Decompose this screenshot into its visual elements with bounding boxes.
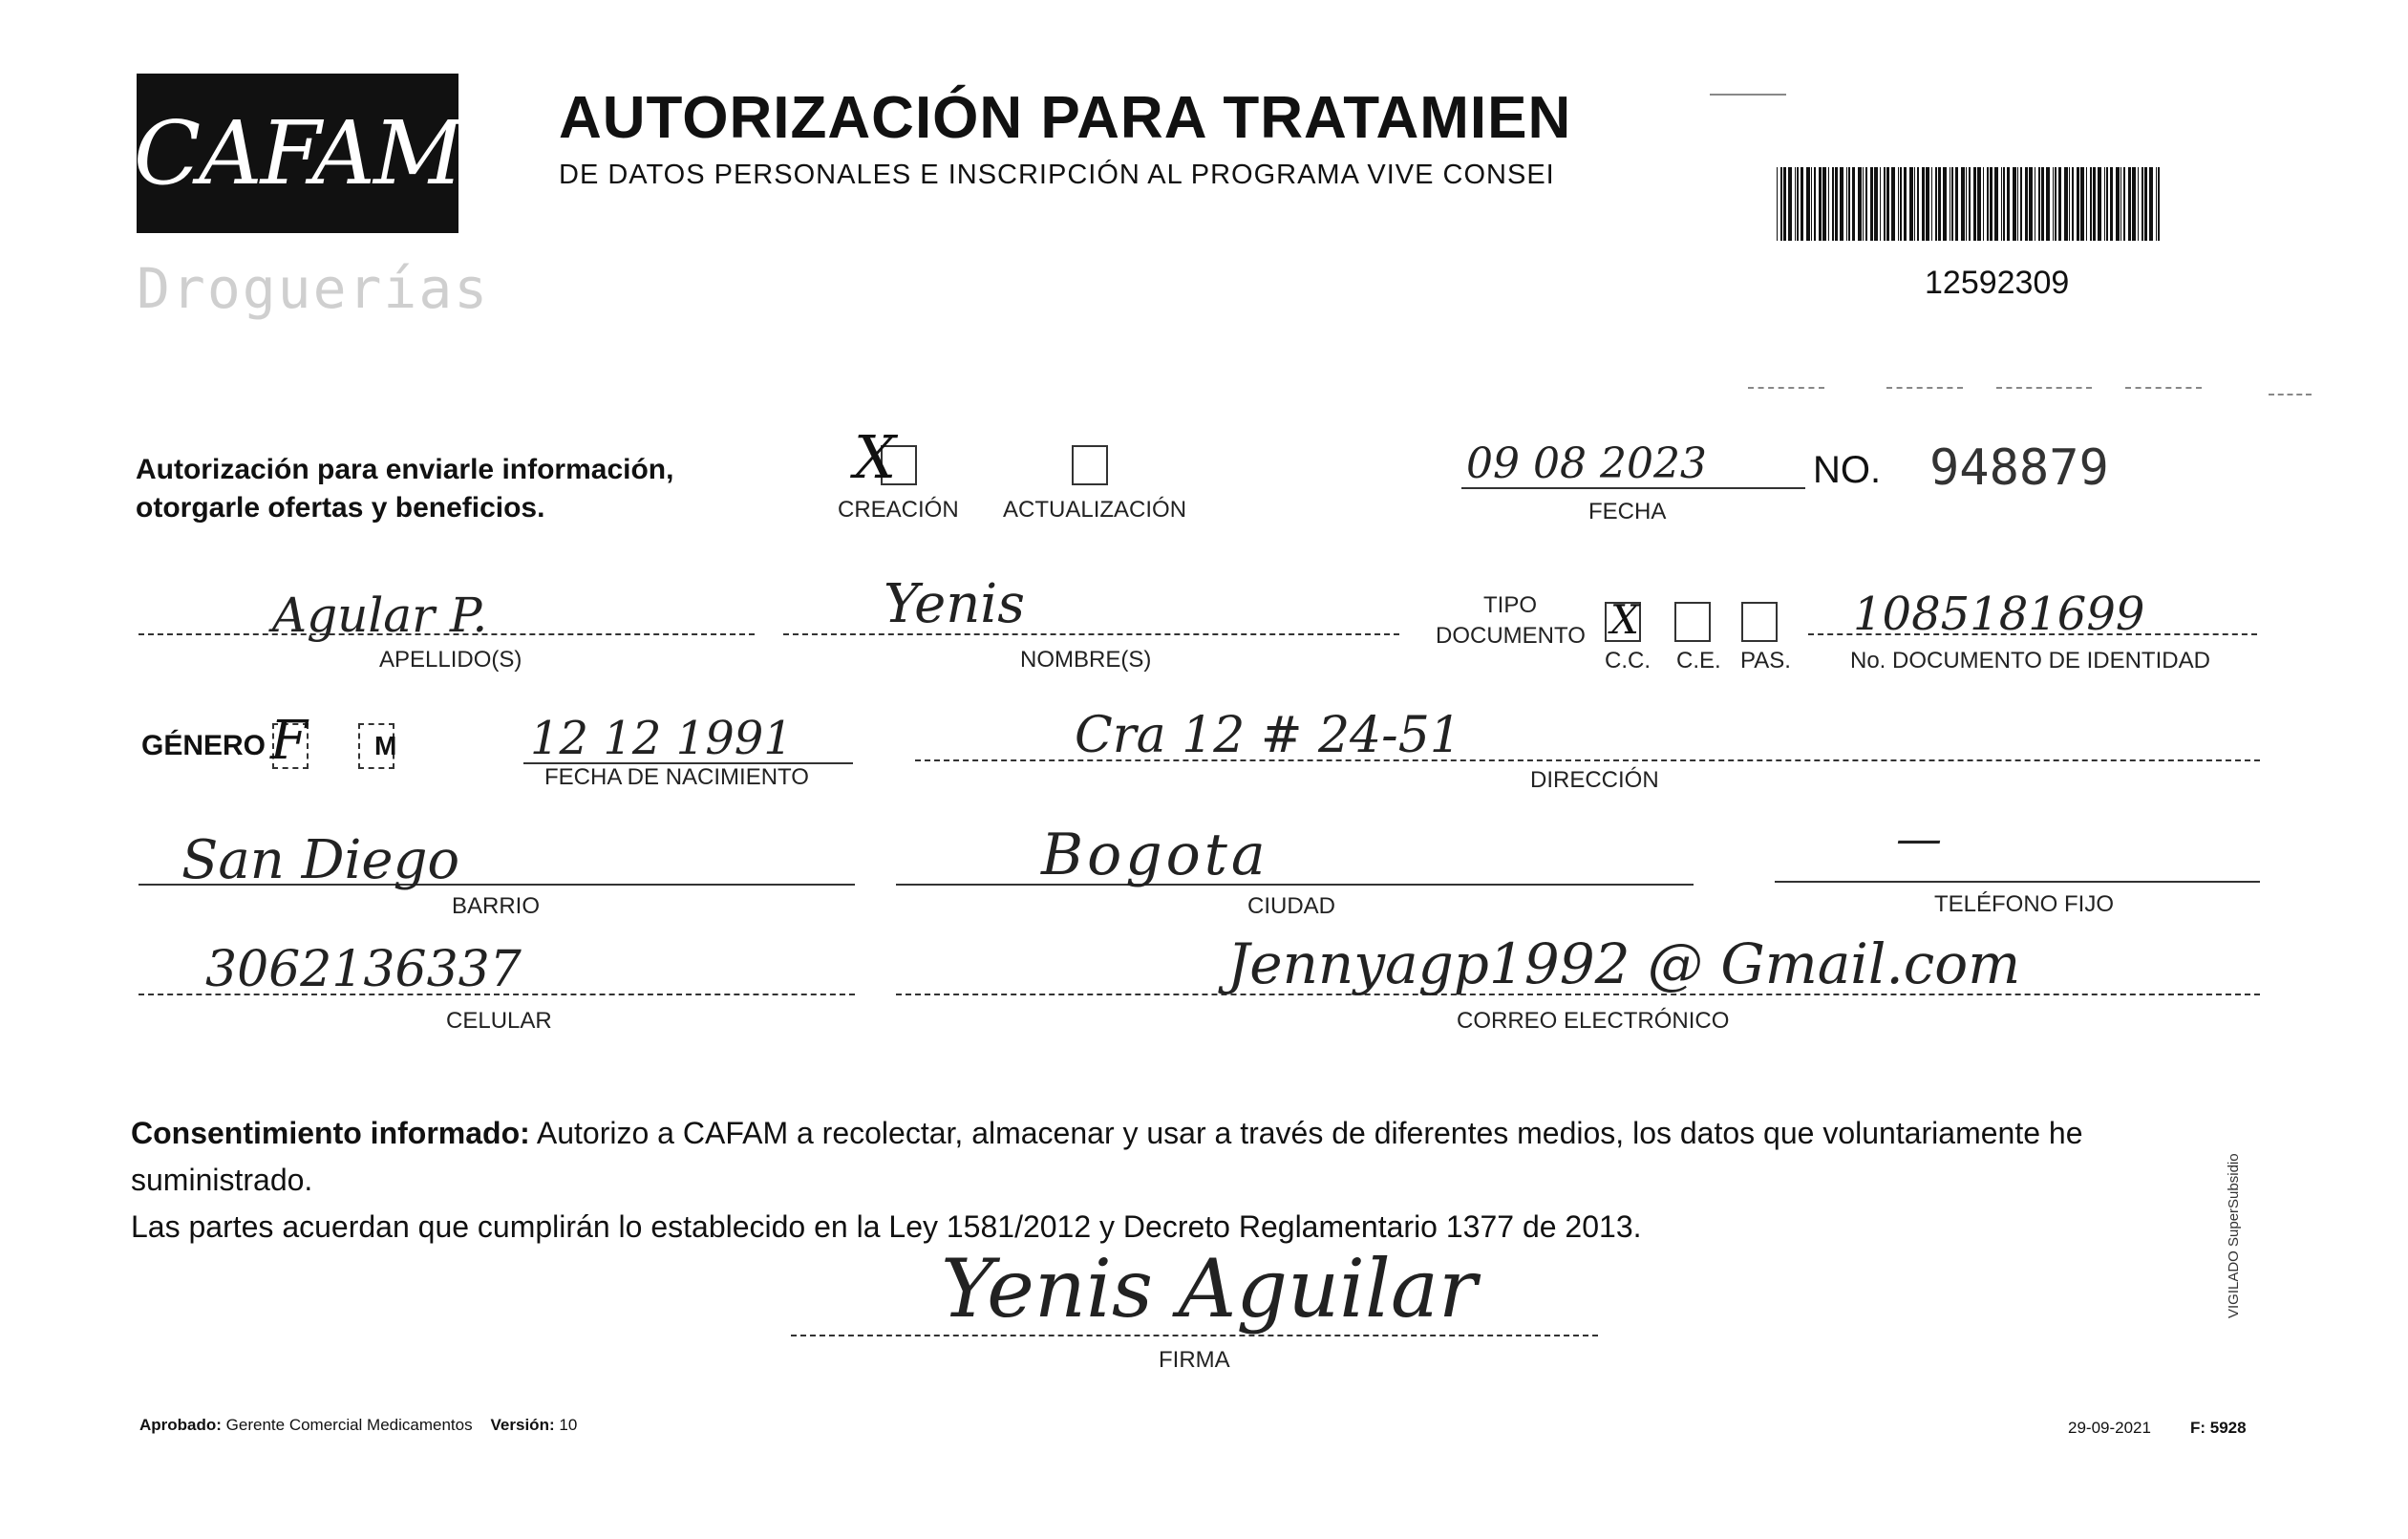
documento-label: No. DOCUMENTO DE IDENTIDAD (1850, 648, 2210, 673)
genero-label: GÉNERO (141, 730, 266, 761)
apellido-value[interactable]: Agular P. (272, 588, 488, 643)
telefono-label: TELÉFONO FIJO (1934, 891, 2115, 917)
footer-form-code: F: 5928 (2190, 1419, 2247, 1437)
signature[interactable]: Yenis Aguilar (941, 1242, 1478, 1336)
intro-line-1: Autorización para enviarle información, (136, 454, 674, 485)
apellido-label: APELLIDO(S) (379, 647, 522, 673)
correo-value[interactable]: Jennyagp1992 @ Gmail.com (1227, 931, 2021, 996)
aprobado-value: Gerente Comercial Medicamentos (225, 1416, 473, 1434)
telefono-line (1775, 881, 2260, 883)
consent-line-1 (131, 1110, 2270, 1204)
form-number: 948879 (1929, 439, 2109, 497)
direccion-label: DIRECCIÓN (1530, 767, 1659, 793)
nombre-line (783, 633, 1399, 635)
pas-checkbox[interactable] (1741, 602, 1778, 642)
creacion-check-mark: X (854, 422, 897, 492)
no-label: NO. (1813, 449, 1882, 491)
aprobado-label: Aprobado: (139, 1416, 222, 1434)
telefono-value[interactable]: — (1896, 812, 1942, 866)
nacimiento-label: FECHA DE NACIMIENTO (544, 764, 809, 790)
consent-paragraph (131, 1110, 2270, 1250)
ciudad-line (896, 884, 1694, 886)
nombre-label: NOMBRE(S) (1020, 647, 1152, 673)
actualizacion-label: ACTUALIZACIÓN (1003, 497, 1187, 523)
version-value: 10 (559, 1416, 578, 1434)
consent-text-1: Autorizo a CAFAM a recolectar, almacenar y usar a través de diferentes medios, los datos que voluntariamente he suministrado. (131, 1116, 2083, 1197)
side-vigilado-text: VIGILADO SuperSubsidio (2226, 1153, 2242, 1318)
top-dash (2269, 394, 2312, 395)
documento-value[interactable]: 1085181699 (1853, 588, 2145, 641)
footer-date: 29-09-2021 (2068, 1419, 2151, 1437)
version-label: Versión: (490, 1416, 555, 1434)
consent-line-2: Las partes acuerdan que cumplirán lo establecido en la Ley 1581/2012 y Decreto Reglamentario 1377 de 2013. (131, 1209, 1642, 1244)
top-dash (1996, 387, 2092, 389)
nacimiento-value[interactable]: 12 12 1991 (530, 712, 793, 765)
form-subtitle: DE DATOS PERSONALES E INSCRIPCIÓN AL PROGRAMA VIVE CONSEI (559, 160, 1555, 190)
ciudad-value[interactable]: Bogota (1041, 822, 1269, 888)
genero-m-label: M (374, 731, 397, 760)
barrio-label: BARRIO (452, 893, 541, 919)
genero-f-mark: F (270, 710, 308, 772)
ciudad-label: CIUDAD (1247, 893, 1336, 919)
logo-text: CAFAM (133, 102, 462, 204)
nombre-value[interactable]: Yenis (884, 573, 1025, 635)
celular-value[interactable]: 3062136337 (205, 941, 522, 998)
cc-check-mark: X (1610, 596, 1639, 643)
barcode-number: 12592309 (1925, 265, 2070, 301)
actualizacion-checkbox[interactable] (1072, 445, 1108, 485)
cafam-logo (133, 74, 462, 233)
form-title: AUTORIZACIÓN PARA TRATAMIEN (559, 85, 1572, 151)
title-underline (1710, 94, 1786, 96)
firma-label: FIRMA (1159, 1347, 1230, 1373)
celular-label: CELULAR (446, 1008, 552, 1034)
logo-subtitle: Droguerías (137, 256, 490, 321)
ce-label: C.E. (1676, 648, 1721, 673)
barrio-value[interactable]: San Diego (181, 829, 460, 891)
top-dash (1886, 387, 1963, 389)
correo-label: CORREO ELECTRÓNICO (1457, 1008, 1730, 1034)
pas-label: PAS. (1740, 648, 1791, 673)
fecha-value[interactable]: 09 08 2023 (1466, 439, 1707, 488)
footer-approval (139, 1416, 577, 1435)
consent-heading: Consentimiento informado: (131, 1116, 530, 1150)
barcode-icon (1777, 167, 2164, 241)
creacion-label: CREACIÓN (838, 497, 959, 523)
top-dash (2125, 387, 2202, 389)
intro-line-2: otorgarle ofertas y beneficios. (136, 492, 545, 524)
cc-label: C.C. (1605, 648, 1651, 673)
top-dash (1748, 387, 1824, 389)
documento-type-label: DOCUMENTO (1436, 623, 1586, 649)
fecha-label: FECHA (1588, 499, 1667, 524)
tipo-label: TIPO (1483, 592, 1538, 618)
ce-checkbox[interactable] (1674, 602, 1711, 642)
direccion-value[interactable]: Cra 12 # 24-51 (1075, 707, 1461, 764)
